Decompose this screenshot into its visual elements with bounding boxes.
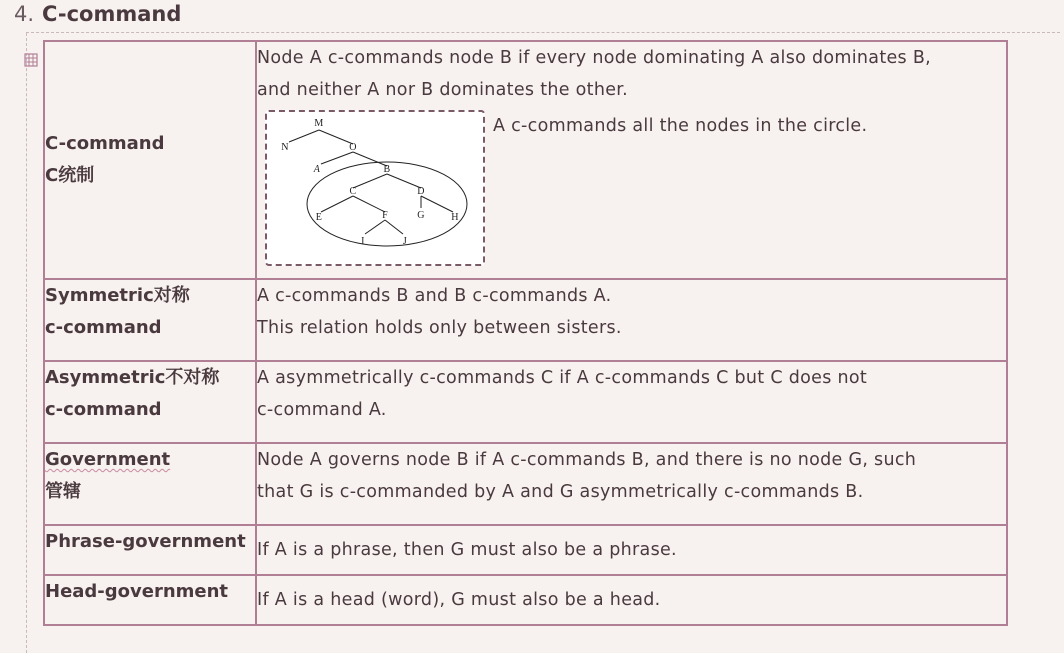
edge-m-n bbox=[289, 130, 319, 142]
edge-b-d bbox=[387, 174, 421, 188]
tree-node: N bbox=[281, 142, 289, 153]
tree-node: M bbox=[314, 118, 324, 129]
label-line: c-command bbox=[45, 317, 162, 338]
edge-m-o bbox=[319, 130, 353, 144]
table-row bbox=[44, 41, 1007, 279]
row-label bbox=[44, 575, 256, 625]
row-label bbox=[44, 361, 256, 443]
table-row bbox=[44, 279, 1007, 361]
edge-o-a bbox=[321, 152, 353, 164]
tree-node: I bbox=[361, 236, 365, 247]
tree-node: O bbox=[349, 142, 357, 153]
desc-line: and neither A nor B dominates the other. bbox=[257, 80, 629, 100]
row-description bbox=[256, 279, 1007, 361]
row-label bbox=[44, 41, 256, 279]
edge-c-e bbox=[321, 196, 353, 212]
desc-line: Node A c-commands node B if every node dominating A also dominates B, bbox=[257, 48, 932, 68]
edge-c-f bbox=[353, 196, 385, 212]
edge-b-c bbox=[353, 174, 387, 188]
row-label bbox=[44, 443, 256, 525]
tree-node: D bbox=[417, 186, 425, 197]
table-row bbox=[44, 361, 1007, 443]
tree-figure bbox=[257, 110, 1006, 260]
syntax-tree bbox=[267, 112, 483, 264]
table-icon[interactable] bbox=[24, 53, 38, 67]
table-row bbox=[44, 443, 1007, 525]
label-line: Phrase-government bbox=[45, 531, 246, 552]
section-number: 4. bbox=[14, 2, 35, 26]
c-command-table bbox=[43, 40, 1008, 626]
section-title: C-command bbox=[42, 2, 182, 26]
label-line: C统制 bbox=[45, 165, 95, 186]
row-label bbox=[44, 279, 256, 361]
desc-line: c-command A. bbox=[257, 400, 387, 420]
section-heading bbox=[0, 0, 1064, 34]
row-label bbox=[44, 525, 256, 575]
label-line: 管辖 bbox=[45, 481, 81, 502]
edge-o-b bbox=[353, 152, 387, 166]
label-line: C-command bbox=[45, 133, 165, 154]
desc-line: A asymmetrically c-commands C if A c-commands C but C does not bbox=[257, 368, 868, 388]
desc-line: This relation holds only between sisters. bbox=[257, 318, 622, 338]
edge-f-j bbox=[385, 220, 403, 234]
edge-d-h bbox=[421, 196, 453, 212]
tree-diagram-box bbox=[265, 110, 485, 266]
row-description bbox=[256, 361, 1007, 443]
label-line: Symmetric对称 bbox=[45, 285, 190, 306]
row-description bbox=[256, 443, 1007, 525]
desc-line: Node A governs node B if A c-commands B, and there is no node G, such bbox=[257, 450, 917, 470]
margin-guide bbox=[26, 33, 27, 653]
tree-node: H bbox=[451, 212, 459, 223]
tree-node: E bbox=[315, 212, 323, 223]
tree-node: F bbox=[382, 210, 388, 221]
desc-line: If A is a phrase, then G must also be a phrase. bbox=[257, 540, 677, 560]
label-line: Head-government bbox=[45, 581, 229, 602]
heading-divider bbox=[26, 32, 1060, 33]
tree-node: C bbox=[349, 186, 357, 197]
desc-line: If A is a head (word), G must also be a head. bbox=[257, 590, 661, 610]
desc-line: that G is c-commanded by A and G asymmetrically c-commands B. bbox=[257, 482, 864, 502]
label-line: Asymmetric不对称 bbox=[45, 367, 220, 388]
edge-f-i bbox=[365, 220, 385, 234]
label-line: c-command bbox=[45, 399, 162, 420]
tree-node: J bbox=[402, 236, 408, 247]
row-description bbox=[256, 525, 1007, 575]
desc-line: A c-commands B and B c-commands A. bbox=[257, 286, 612, 306]
tree-node: A bbox=[313, 164, 321, 175]
tree-node: B bbox=[383, 164, 391, 175]
row-description bbox=[256, 41, 1007, 279]
row-description bbox=[256, 575, 1007, 625]
label-line: Government bbox=[45, 449, 171, 470]
table-row bbox=[44, 525, 1007, 575]
table-row bbox=[44, 575, 1007, 625]
tree-caption: A c-commands all the nodes in the circle. bbox=[493, 116, 868, 136]
tree-node: G bbox=[417, 210, 425, 221]
